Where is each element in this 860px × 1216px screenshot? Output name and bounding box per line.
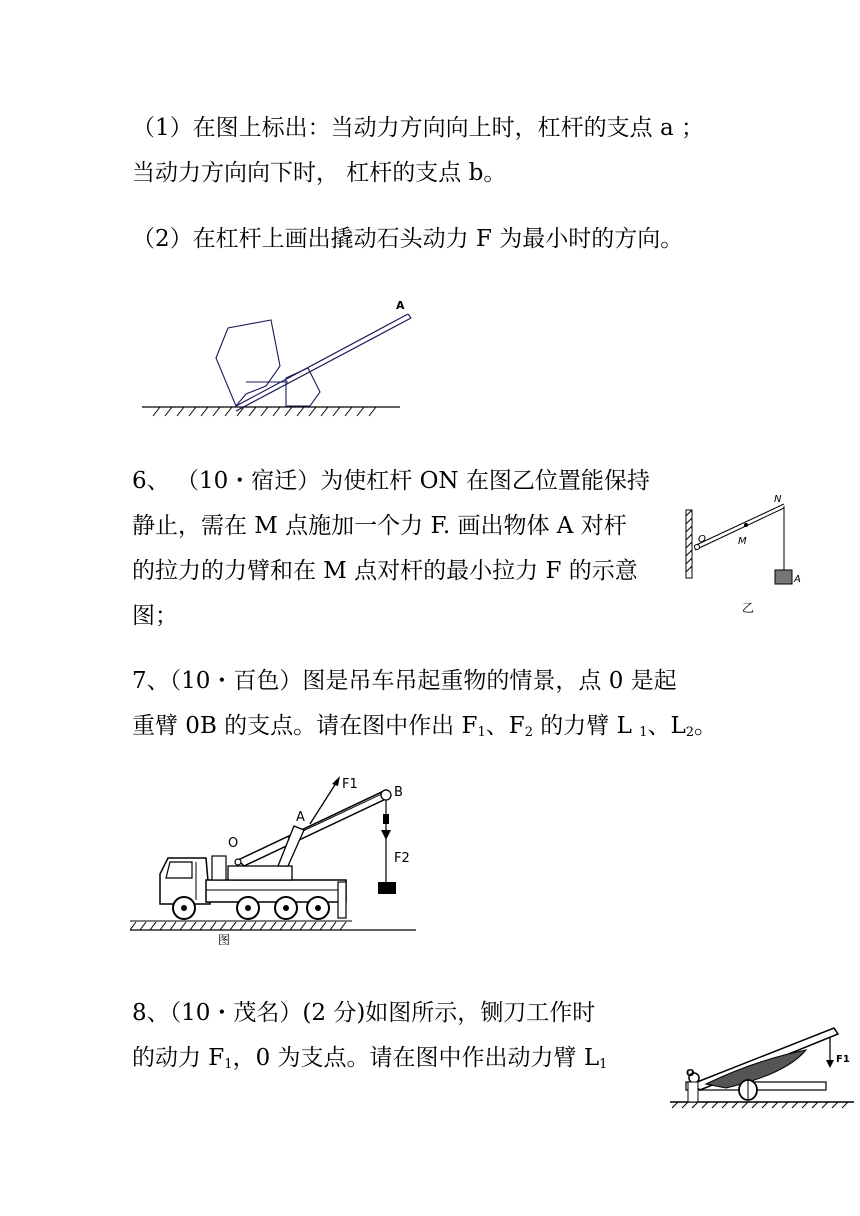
label-F2: F2 — [394, 851, 410, 866]
figure-caption: 乙 — [742, 601, 755, 614]
label-M: M — [738, 536, 747, 547]
q6-line2: 静止，需在 M 点施加一个力 F. 画出物体 A 对杆 — [132, 513, 627, 539]
lever-on-figure — [680, 488, 810, 614]
q5-part1-line1: （1）在图上标出：当动力方向向上时，杠杆的支点 a ； — [132, 115, 704, 141]
q7-line1: 7、（10・百色）图是吊车吊起重物的情景，点 0 是起 — [132, 668, 677, 694]
q8-line2: 的动力 $F_1$，0 为支点。请在图中作出动力臂 $L_1$ — [132, 1045, 608, 1072]
q6-line4: 图； — [132, 603, 178, 629]
label-O: O — [686, 1068, 695, 1079]
q5-part1-line2: 当动力方向向下时， 杠杆的支点 b。 — [132, 160, 507, 186]
label-O: O — [698, 534, 706, 545]
q7-line2: 重臂 0B 的支点。请在图中作出 $F_1$、$F_2$ 的力臂 L $_1$、$L_2$。 — [132, 713, 718, 740]
q8-line1: 8、（10・茂名）(2 分)如图所示，铡刀工作时 — [132, 1000, 596, 1026]
q6-line3: 的拉力的力臂和在 M 点对杆的最小拉力 F 的示意 — [132, 558, 638, 584]
guillotine-figure — [666, 1020, 858, 1112]
label-B: B — [394, 785, 403, 800]
label-O: O — [228, 836, 239, 851]
lever-rock-figure — [138, 296, 428, 426]
q6-line1: （10・宿迁）为使杠杆 ON 在图乙位置能保持 — [176, 468, 650, 494]
label-F1: F1 — [342, 777, 358, 792]
crane-figure — [130, 774, 420, 950]
label-A: A — [296, 810, 305, 825]
rock-small — [286, 368, 320, 406]
q6-number: 6、 — [132, 468, 170, 494]
q5-part2: （2）在杠杆上画出撬动石头动力 F 为最小时的方向。 — [132, 226, 684, 252]
figure-caption: 图 — [218, 933, 231, 947]
label-A: A — [794, 574, 801, 585]
label-N: N — [774, 494, 782, 505]
label-A: A — [396, 299, 405, 312]
label-F1: F1 — [836, 1054, 850, 1065]
